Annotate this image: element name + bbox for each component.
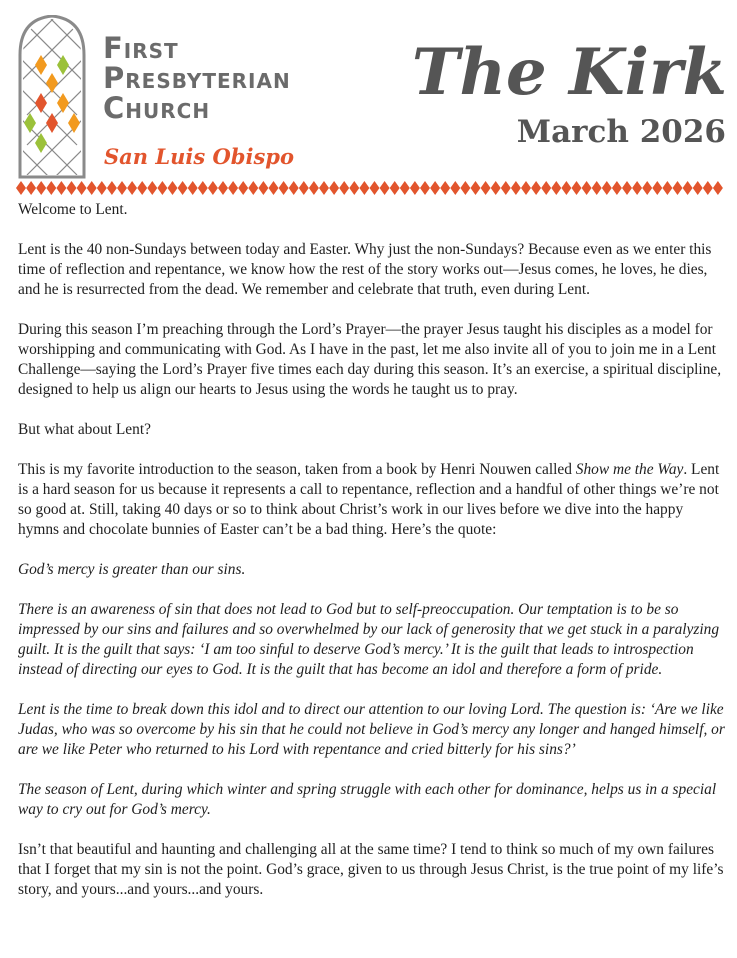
divider-diamond xyxy=(521,181,531,195)
divider-diamond xyxy=(147,181,157,195)
divider-diamond xyxy=(279,181,289,195)
stained-glass-window-logo xyxy=(17,15,87,180)
divider-diamond xyxy=(551,181,561,195)
divider-diamond xyxy=(420,181,430,195)
divider-diamond xyxy=(410,181,420,195)
church-name-line1: First xyxy=(103,31,179,65)
church-city: San Luis Obispo xyxy=(104,144,294,169)
divider-diamond xyxy=(349,181,359,195)
divider-diamond xyxy=(309,181,319,195)
divider-diamond xyxy=(400,181,410,195)
divider-diamond xyxy=(662,181,672,195)
quote-mercy: God’s mercy is greater than our sins. xyxy=(18,561,246,578)
paragraph-lent-intro: Lent is the 40 non-Sundays between today and Easter. Why just the non-Sundays? Because even as we enter this time of reflection and repentance, we know how the rest of the story works out—Jesus comes, he loves, he dies, and he is resurrected from the dead. We remember and celebrate that truth, even during Lent. xyxy=(18,241,712,298)
divider-diamond xyxy=(572,181,582,195)
divider-diamond xyxy=(713,181,723,195)
divider-diamond xyxy=(531,181,541,195)
divider-diamond xyxy=(561,181,571,195)
divider-diamond xyxy=(501,181,511,195)
divider-diamond xyxy=(693,181,703,195)
book-title: Show me the Way xyxy=(575,461,684,478)
divider-diamond xyxy=(683,181,693,195)
divider-diamond xyxy=(188,181,198,195)
divider-diamond xyxy=(541,181,551,195)
divider-diamond xyxy=(97,181,107,195)
divider-diamond xyxy=(511,181,521,195)
divider-diamond xyxy=(117,181,127,195)
divider-diamond xyxy=(430,181,440,195)
divider-diamond xyxy=(380,181,390,195)
divider-diamond xyxy=(218,181,228,195)
divider-diamond xyxy=(127,181,137,195)
divider-diamond xyxy=(137,181,147,195)
diamond-divider xyxy=(16,181,724,195)
divider-diamond xyxy=(107,181,117,195)
divider-diamond xyxy=(26,181,36,195)
quote-awareness-of-sin: There is an awareness of sin that does not lead to God but to self-preoccupation. Our temptation is to be so impressed by our sins and failures and so overwhelmed by our lack of generosity that we get stuck in a paralyzing guilt. It is the guilt that says: ‘I am too sinful to deserve God’s mercy.’ It is the guilt that leads to introspection instead of directing our eyes to God. It is the guilt that has become an idol and therefore a form of pride. xyxy=(18,601,720,678)
divider-diamond xyxy=(289,181,299,195)
divider-diamond xyxy=(460,181,470,195)
divider-diamond xyxy=(319,181,329,195)
divider-diamond xyxy=(481,181,491,195)
divider-diamond xyxy=(592,181,602,195)
divider-diamond xyxy=(632,181,642,195)
divider-diamond xyxy=(248,181,258,195)
divider-diamond xyxy=(450,181,460,195)
church-name-line3: Church xyxy=(103,91,211,125)
divider-diamond xyxy=(36,181,46,195)
church-name-line2: Presbyterian xyxy=(103,61,291,95)
divider-diamond xyxy=(471,181,481,195)
divider-diamond xyxy=(67,181,77,195)
newsletter-header xyxy=(0,0,737,200)
divider-diamond xyxy=(703,181,713,195)
divider-diamond xyxy=(198,181,208,195)
divider-diamond xyxy=(208,181,218,195)
divider-diamond xyxy=(46,181,56,195)
paragraph-closing: Isn’t that beautiful and haunting and challenging all at the same time? I tend to think so much of my own failures that I forget that my sin is not the point. God’s grace, given to us through Jesus Christ, is the true point of my life’s story, and yours...and yours...and yours. xyxy=(18,841,724,898)
divider-diamond xyxy=(228,181,238,195)
divider-diamond xyxy=(440,181,450,195)
divider-diamond xyxy=(339,181,349,195)
divider-diamond xyxy=(77,181,87,195)
divider-diamond xyxy=(602,181,612,195)
church-name xyxy=(103,33,291,123)
newsletter-title: The Kirk xyxy=(411,35,727,110)
divider-diamond xyxy=(673,181,683,195)
divider-diamond xyxy=(612,181,622,195)
paragraph-lords-prayer: During this season I’m preaching through the Lord’s Prayer—the prayer Jesus taught his disciples as a model for worshipping and communicating with God. As I have in the past, let me also invite all of you to join me in a Lent Challenge—saying the Lord’s Prayer five times each day during this season. It’s an exercise, a spiritual discipline, designed to help us align our hearts to Jesus using the words he taught us to pray. xyxy=(18,321,722,398)
quote-season-of-lent: The season of Lent, during which winter and spring struggle with each other for dominance, helps us in a special way to cry out for God’s mercy. xyxy=(18,781,717,818)
quote-break-idol: Lent is the time to break down this idol and to direct our attention to our loving Lord. The question is: ‘Are we like Judas, who was so overcome by his sin that he could not believe in God’s mercy any longer and hanged himself, or are we like Peter who returned to his Lord with repentance and cried bitterly for his sins?’ xyxy=(18,701,725,758)
divider-diamond xyxy=(329,181,339,195)
divider-diamond xyxy=(16,181,26,195)
paragraph-question: But what about Lent? xyxy=(18,421,151,438)
divider-diamond xyxy=(299,181,309,195)
nouwen-intro-after: . Lent is a hard season for us because it represents a call to repentance, reflection and a handful of other things we’re not so good at. Still, taking 40 days or so to think about Christ’s work in our lives before we dive into the happy hymns and chocolate bunnies of Easter can’t be a bad thing. Here’s the quote: xyxy=(18,461,720,538)
paragraph-nouwen-intro xyxy=(18,460,726,540)
divider-diamond xyxy=(390,181,400,195)
divider-diamond xyxy=(491,181,501,195)
divider-diamond xyxy=(168,181,178,195)
nouwen-intro-before: This is my favorite introduction to the season, taken from a book by Henri Nouwen called xyxy=(18,461,576,478)
divider-diamond xyxy=(370,181,380,195)
divider-diamond xyxy=(622,181,632,195)
divider-diamond xyxy=(178,181,188,195)
divider-diamond xyxy=(652,181,662,195)
divider-diamond xyxy=(87,181,97,195)
issue-date: March 2026 xyxy=(516,114,726,150)
divider-diamond xyxy=(269,181,279,195)
divider-diamond xyxy=(157,181,167,195)
divider-diamond xyxy=(258,181,268,195)
divider-diamond xyxy=(582,181,592,195)
divider-diamond xyxy=(359,181,369,195)
divider-diamond xyxy=(642,181,652,195)
divider-diamond xyxy=(238,181,248,195)
paragraph-welcome: Welcome to Lent. xyxy=(18,201,128,218)
article-body xyxy=(18,200,726,920)
divider-diamond xyxy=(56,181,66,195)
